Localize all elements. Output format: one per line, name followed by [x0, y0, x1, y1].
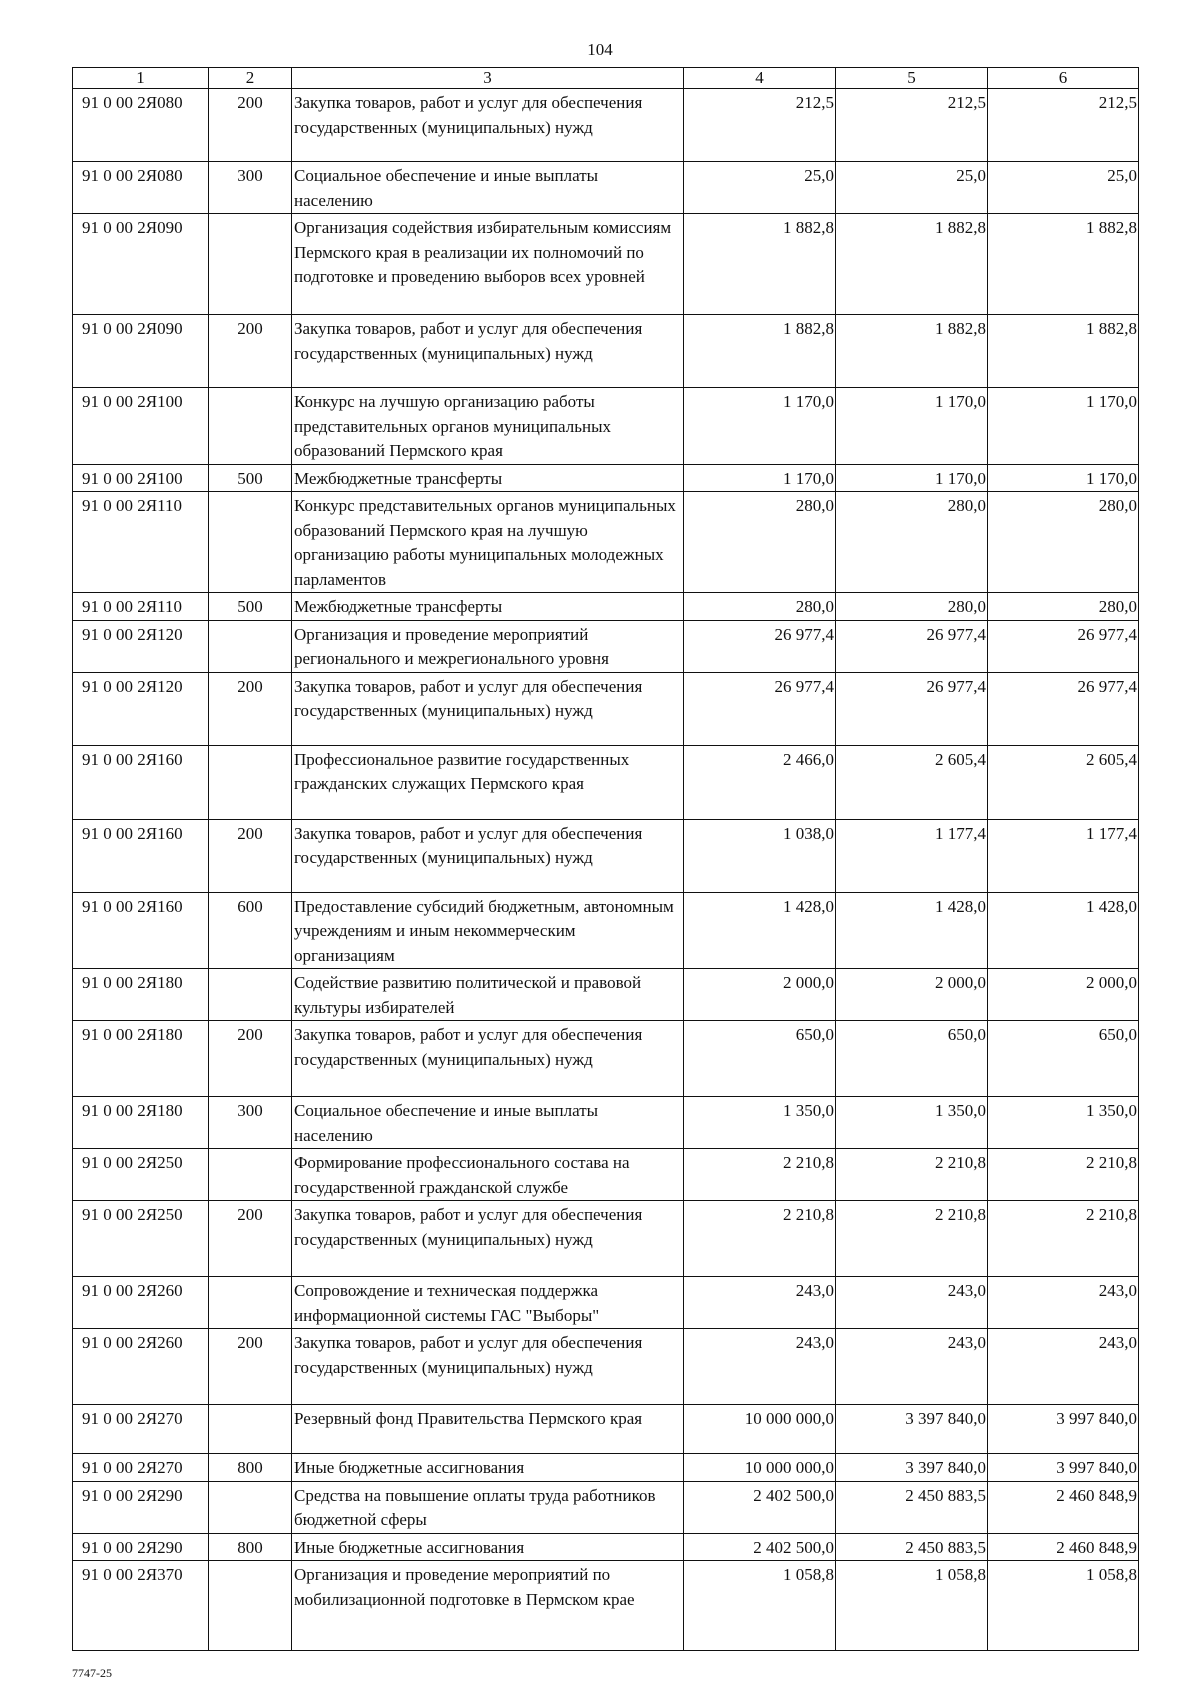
amount-cell-col4: 212,5 [684, 89, 836, 162]
amount-cell-col6: 26 977,4 [988, 620, 1139, 672]
name-cell: Сопровождение и техническая поддержка информационной системы ГАС "Выборы" [292, 1277, 684, 1329]
code-cell: 91 0 00 2Я110 [73, 593, 209, 621]
amount-cell-col4: 25,0 [684, 162, 836, 214]
amount-cell-col4: 2 210,8 [684, 1201, 836, 1277]
expense-type-cell [209, 1149, 292, 1201]
expense-type-cell: 500 [209, 464, 292, 492]
table-row [73, 1561, 1139, 1651]
amount-cell-col6: 280,0 [988, 593, 1139, 621]
code-cell: 91 0 00 2Я080 [73, 162, 209, 214]
column-header: 1 [73, 68, 209, 89]
expense-type-cell [209, 1277, 292, 1329]
amount-cell-col4: 10 000 000,0 [684, 1454, 836, 1482]
amount-cell-col5: 3 397 840,0 [836, 1405, 988, 1454]
amount-cell-col6: 2 605,4 [988, 745, 1139, 819]
name-cell: Предоставление субсидий бюджетным, автономным учреждениям и иным некоммерческим организациям [292, 892, 684, 969]
expense-type-cell [209, 388, 292, 465]
table-row [73, 1454, 1139, 1482]
amount-cell-col6: 2 460 848,9 [988, 1533, 1139, 1561]
amount-cell-col4: 2 402 500,0 [684, 1533, 836, 1561]
table-row [73, 1277, 1139, 1329]
name-cell: Организация и проведение мероприятий регионального и межрегионального уровня [292, 620, 684, 672]
table-body [73, 89, 1139, 1651]
amount-cell-col4: 2 000,0 [684, 969, 836, 1021]
expense-type-cell: 300 [209, 1097, 292, 1149]
amount-cell-col6: 2 210,8 [988, 1149, 1139, 1201]
amount-cell-col5: 280,0 [836, 492, 988, 593]
expense-type-cell [209, 745, 292, 819]
amount-cell-col6: 1 428,0 [988, 892, 1139, 969]
table-row [73, 892, 1139, 969]
column-header: 2 [209, 68, 292, 89]
table-row [73, 1201, 1139, 1277]
name-cell: Закупка товаров, работ и услуг для обеспечения государственных (муниципальных) нужд [292, 1021, 684, 1097]
amount-cell-col4: 280,0 [684, 593, 836, 621]
code-cell: 91 0 00 2Я120 [73, 620, 209, 672]
name-cell: Иные бюджетные ассигнования [292, 1454, 684, 1482]
code-cell: 91 0 00 2Я120 [73, 672, 209, 745]
expense-type-cell: 500 [209, 593, 292, 621]
amount-cell-col6: 1 882,8 [988, 315, 1139, 388]
expense-type-cell: 200 [209, 89, 292, 162]
name-cell: Межбюджетные трансферты [292, 464, 684, 492]
code-cell: 91 0 00 2Я110 [73, 492, 209, 593]
amount-cell-col5: 2 450 883,5 [836, 1533, 988, 1561]
table-row [73, 819, 1139, 892]
table-row [73, 162, 1139, 214]
name-cell: Социальное обеспечение и иные выплаты населению [292, 1097, 684, 1149]
amount-cell-col6: 243,0 [988, 1277, 1139, 1329]
expense-type-cell: 600 [209, 892, 292, 969]
amount-cell-col4: 243,0 [684, 1329, 836, 1405]
name-cell: Закупка товаров, работ и услуг для обеспечения государственных (муниципальных) нужд [292, 1329, 684, 1405]
amount-cell-col6: 1 058,8 [988, 1561, 1139, 1651]
amount-cell-col4: 1 428,0 [684, 892, 836, 969]
column-header: 5 [836, 68, 988, 89]
table-row [73, 388, 1139, 465]
name-cell: Конкурс на лучшую организацию работы представительных органов муниципальных образований Пермского края [292, 388, 684, 465]
amount-cell-col5: 1 058,8 [836, 1561, 988, 1651]
code-cell: 91 0 00 2Я290 [73, 1481, 209, 1533]
amount-cell-col6: 650,0 [988, 1021, 1139, 1097]
table-row [73, 593, 1139, 621]
amount-cell-col5: 2 605,4 [836, 745, 988, 819]
name-cell: Резервный фонд Правительства Пермского края [292, 1405, 684, 1454]
expense-type-cell [209, 1405, 292, 1454]
amount-cell-col6: 3 997 840,0 [988, 1405, 1139, 1454]
expense-type-cell: 200 [209, 1021, 292, 1097]
name-cell: Закупка товаров, работ и услуг для обеспечения государственных (муниципальных) нужд [292, 89, 684, 162]
amount-cell-col5: 26 977,4 [836, 672, 988, 745]
name-cell: Межбюджетные трансферты [292, 593, 684, 621]
amount-cell-col6: 26 977,4 [988, 672, 1139, 745]
table-row [73, 1533, 1139, 1561]
table-row [73, 1021, 1139, 1097]
name-cell: Организация и проведение мероприятий по мобилизационной подготовке в Пермском крае [292, 1561, 684, 1651]
expense-type-cell: 300 [209, 162, 292, 214]
table-row [73, 464, 1139, 492]
expense-type-cell: 800 [209, 1454, 292, 1482]
amount-cell-col5: 26 977,4 [836, 620, 988, 672]
amount-cell-col4: 1 058,8 [684, 1561, 836, 1651]
amount-cell-col5: 1 170,0 [836, 388, 988, 465]
amount-cell-col5: 1 882,8 [836, 214, 988, 315]
amount-cell-col5: 3 397 840,0 [836, 1454, 988, 1482]
code-cell: 91 0 00 2Я260 [73, 1277, 209, 1329]
name-cell: Социальное обеспечение и иные выплаты населению [292, 162, 684, 214]
budget-table [72, 67, 1139, 1651]
amount-cell-col6: 212,5 [988, 89, 1139, 162]
amount-cell-col4: 1 170,0 [684, 388, 836, 465]
amount-cell-col5: 2 210,8 [836, 1201, 988, 1277]
amount-cell-col6: 2 210,8 [988, 1201, 1139, 1277]
code-cell: 91 0 00 2Я160 [73, 892, 209, 969]
name-cell: Профессиональное развитие государственных гражданских служащих Пермского края [292, 745, 684, 819]
amount-cell-col4: 26 977,4 [684, 620, 836, 672]
code-cell: 91 0 00 2Я160 [73, 745, 209, 819]
table-row [73, 672, 1139, 745]
table-row [73, 745, 1139, 819]
expense-type-cell: 200 [209, 1329, 292, 1405]
amount-cell-col5: 280,0 [836, 593, 988, 621]
amount-cell-col6: 2 000,0 [988, 969, 1139, 1021]
table-row [73, 492, 1139, 593]
code-cell: 91 0 00 2Я270 [73, 1454, 209, 1482]
amount-cell-col4: 1 038,0 [684, 819, 836, 892]
amount-cell-col4: 2 466,0 [684, 745, 836, 819]
name-cell: Закупка товаров, работ и услуг для обеспечения государственных (муниципальных) нужд [292, 1201, 684, 1277]
expense-type-cell: 800 [209, 1533, 292, 1561]
amount-cell-col6: 1 170,0 [988, 464, 1139, 492]
amount-cell-col5: 1 170,0 [836, 464, 988, 492]
table-row [73, 89, 1139, 162]
code-cell: 91 0 00 2Я080 [73, 89, 209, 162]
amount-cell-col4: 1 882,8 [684, 214, 836, 315]
amount-cell-col5: 1 882,8 [836, 315, 988, 388]
name-cell: Закупка товаров, работ и услуг для обеспечения государственных (муниципальных) нужд [292, 315, 684, 388]
expense-type-cell: 200 [209, 672, 292, 745]
page-number: 104 [587, 40, 613, 59]
name-cell: Организация содействия избирательным комиссиям Пермского края в реализации их полномочий по подготовке и проведению выборов всех уровней [292, 214, 684, 315]
amount-cell-col6: 2 460 848,9 [988, 1481, 1139, 1533]
code-cell: 91 0 00 2Я250 [73, 1201, 209, 1277]
amount-cell-col4: 1 882,8 [684, 315, 836, 388]
expense-type-cell [209, 214, 292, 315]
code-cell: 91 0 00 2Я160 [73, 819, 209, 892]
amount-cell-col4: 280,0 [684, 492, 836, 593]
code-cell: 91 0 00 2Я090 [73, 315, 209, 388]
amount-cell-col6: 1 350,0 [988, 1097, 1139, 1149]
table-row [73, 1481, 1139, 1533]
amount-cell-col5: 1 177,4 [836, 819, 988, 892]
amount-cell-col5: 25,0 [836, 162, 988, 214]
amount-cell-col5: 243,0 [836, 1277, 988, 1329]
document-code: 7747-25 [72, 1666, 112, 1680]
code-cell: 91 0 00 2Я270 [73, 1405, 209, 1454]
column-header: 4 [684, 68, 836, 89]
amount-cell-col4: 243,0 [684, 1277, 836, 1329]
table-row [73, 214, 1139, 315]
table-row [73, 969, 1139, 1021]
amount-cell-col4: 2 402 500,0 [684, 1481, 836, 1533]
amount-cell-col5: 650,0 [836, 1021, 988, 1097]
amount-cell-col6: 280,0 [988, 492, 1139, 593]
column-number-row [73, 68, 1139, 89]
name-cell: Иные бюджетные ассигнования [292, 1533, 684, 1561]
amount-cell-col5: 2 450 883,5 [836, 1481, 988, 1533]
expense-type-cell [209, 1481, 292, 1533]
table-row [73, 1329, 1139, 1405]
code-cell: 91 0 00 2Я100 [73, 464, 209, 492]
expense-type-cell [209, 1561, 292, 1651]
code-cell: 91 0 00 2Я370 [73, 1561, 209, 1651]
amount-cell-col5: 243,0 [836, 1329, 988, 1405]
name-cell: Закупка товаров, работ и услуг для обеспечения государственных (муниципальных) нужд [292, 819, 684, 892]
amount-cell-col4: 1 350,0 [684, 1097, 836, 1149]
code-cell: 91 0 00 2Я290 [73, 1533, 209, 1561]
amount-cell-col5: 1 350,0 [836, 1097, 988, 1149]
column-header: 6 [988, 68, 1139, 89]
expense-type-cell: 200 [209, 315, 292, 388]
amount-cell-col6: 1 177,4 [988, 819, 1139, 892]
name-cell: Средства на повышение оплаты труда работников бюджетной сферы [292, 1481, 684, 1533]
table-row [73, 1405, 1139, 1454]
amount-cell-col4: 2 210,8 [684, 1149, 836, 1201]
code-cell: 91 0 00 2Я180 [73, 969, 209, 1021]
code-cell: 91 0 00 2Я180 [73, 1021, 209, 1097]
name-cell: Содействие развитию политической и правовой культуры избирателей [292, 969, 684, 1021]
table-row [73, 1097, 1139, 1149]
amount-cell-col6: 1 882,8 [988, 214, 1139, 315]
amount-cell-col4: 26 977,4 [684, 672, 836, 745]
code-cell: 91 0 00 2Я260 [73, 1329, 209, 1405]
code-cell: 91 0 00 2Я180 [73, 1097, 209, 1149]
table-row [73, 1149, 1139, 1201]
amount-cell-col4: 10 000 000,0 [684, 1405, 836, 1454]
expense-type-cell: 200 [209, 1201, 292, 1277]
table-row [73, 315, 1139, 388]
column-header: 3 [292, 68, 684, 89]
amount-cell-col5: 1 428,0 [836, 892, 988, 969]
amount-cell-col4: 650,0 [684, 1021, 836, 1097]
amount-cell-col5: 2 210,8 [836, 1149, 988, 1201]
amount-cell-col6: 1 170,0 [988, 388, 1139, 465]
code-cell: 91 0 00 2Я100 [73, 388, 209, 465]
expense-type-cell: 200 [209, 819, 292, 892]
code-cell: 91 0 00 2Я090 [73, 214, 209, 315]
code-cell: 91 0 00 2Я250 [73, 1149, 209, 1201]
amount-cell-col6: 25,0 [988, 162, 1139, 214]
amount-cell-col5: 2 000,0 [836, 969, 988, 1021]
expense-type-cell [209, 492, 292, 593]
expense-type-cell [209, 620, 292, 672]
table-row [73, 620, 1139, 672]
name-cell: Конкурс представительных органов муниципальных образований Пермского края на лучшую организацию работы муниципальных молодежных парламентов [292, 492, 684, 593]
amount-cell-col6: 243,0 [988, 1329, 1139, 1405]
amount-cell-col6: 3 997 840,0 [988, 1454, 1139, 1482]
expense-type-cell [209, 969, 292, 1021]
name-cell: Формирование профессионального состава на государственной гражданской службе [292, 1149, 684, 1201]
amount-cell-col5: 212,5 [836, 89, 988, 162]
name-cell: Закупка товаров, работ и услуг для обеспечения государственных (муниципальных) нужд [292, 672, 684, 745]
amount-cell-col4: 1 170,0 [684, 464, 836, 492]
